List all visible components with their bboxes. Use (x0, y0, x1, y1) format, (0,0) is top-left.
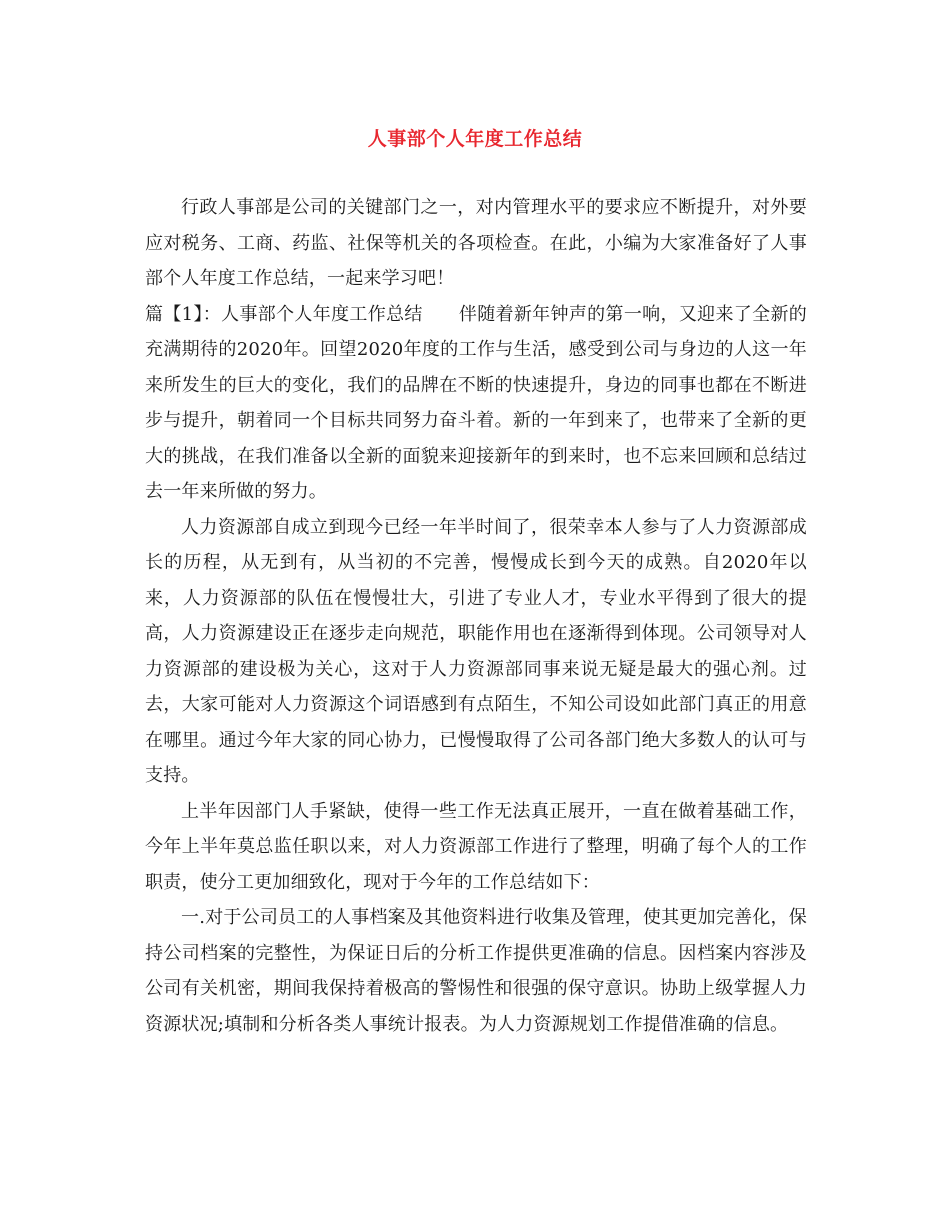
document-body (145, 190, 807, 1042)
intro-paragraph: 行政人事部是公司的关键部门之一，对内管理水平的要求应不断提升，对外要应对税务、工商、药监、社保等机关的各项检查。在此，小编为大家准备好了人事部个人年度工作总结，一起来学习吧！ (145, 197, 807, 289)
section-heading: 篇【1】：人事部个人年度工作总结 (145, 303, 423, 325)
body-paragraph-2: 上半年因部门人手紧缺，使得一些工作无法真正展开，一直在做着基础工作，今年上半年莫总监任职以来，对人力资源部工作进行了整理，明确了每个人的工作职责，使分工更加细致化，现对于今年的工作总结如下： (145, 800, 807, 893)
document-title: 人事部个人年度工作总结 (367, 128, 583, 150)
body-paragraph-3: 一.对于公司员工的人事档案及其他资料进行收集及管理，使其更加完善化，保持公司档案的完整性，为保证日后的分析工作提供更准确的信息。因档案内容涉及公司有关机密，期间我保持着极高的警惕性和很强的保守意识。协助上级掌握人力资源状况;填制和分析各类人事统计报表。为人力资源规划工作提借准确的信息。 (145, 907, 807, 1035)
body-paragraph-1: 人力资源部自成立到现今已经一年半时间了，很荣幸本人参与了人力资源部成长的历程，从无到有，从当初的不完善，慢慢成长到今天的成熟。自2020年以来，人力资源部的队伍在慢慢壮大，引进了专业人才，专业水平得到了很大的提高，人力资源建设正在逐步走向规范，职能作用也在逐渐得到体现。公司领导对人力资源部的建设极为关心，这对于人力资源部同事来说无疑是最大的强心剂。过去，大家可能对人力资源这个词语感到有点陌生，不知公司设如此部门真正的用意在哪里。通过今年大家的同心协力，已慢慢取得了公司各部门绝大多数人的认可与支持。 (145, 516, 807, 786)
section-paragraph (145, 297, 807, 510)
section-lead-text: 伴随着新年钟声的第一响，又迎来了全新的充满期待的2020年。回望2020年度的工作与生活，感受到公司与身边的人这一年来所发生的巨大的变化，我们的品牌在不断的快速提升，身边的同事也都在不断进步与提升，朝着同一个目标共同努力奋斗着。新的一年到来了，也带来了全新的更大的挑战，在我们准备以全新的面貌来迎接新年的到来时，也不忘来回顾和总结过去一年来所做的努力。 (145, 303, 807, 502)
